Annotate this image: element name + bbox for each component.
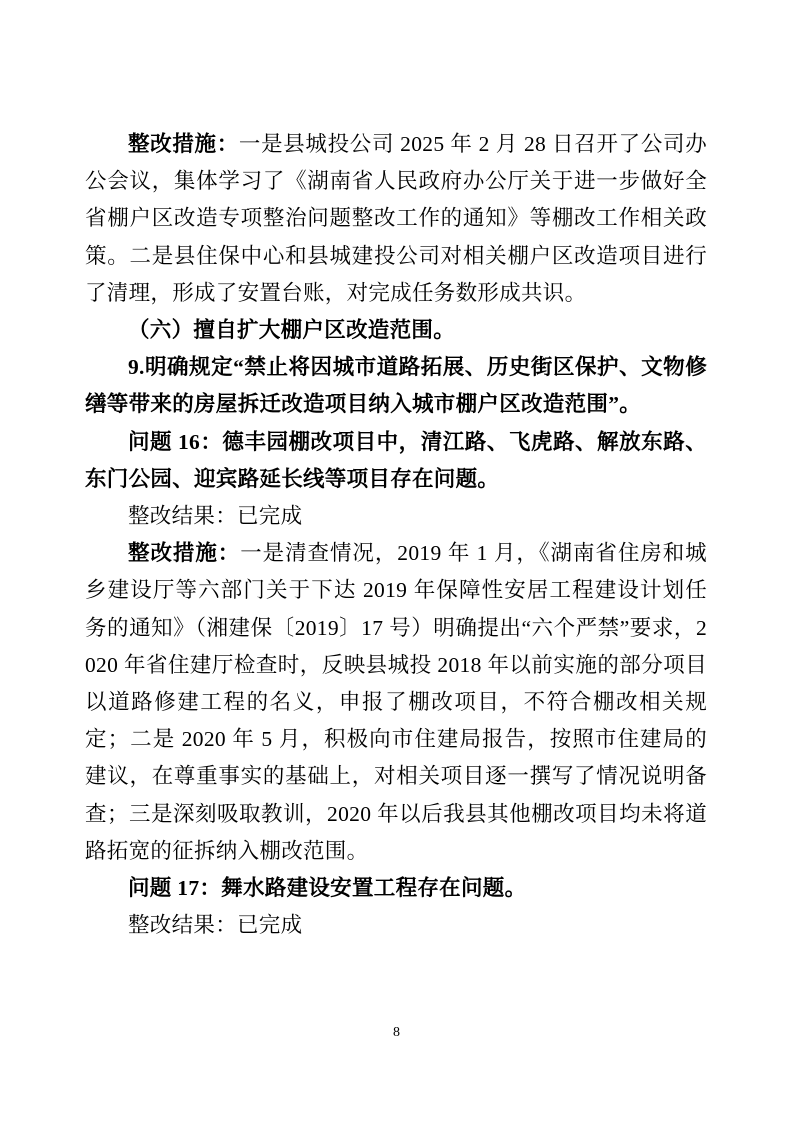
problem-17-heading: 问题 17：舞水路建设安置工程存在问题。 xyxy=(128,876,527,901)
measures-body-text: 一是县城投公司 2025 年 2 月 28 日召开了公司办公会议，集体学习了《湖南省人民政府办公厅关于进一步做好全省棚户区改造专项整治问题整改工作的通知》等棚改工作相关政策。二是县住保中心和县城建投公司对相关棚户区改造项目进行了清理，形成了安置台账，对完成任务数形成共识。 xyxy=(85,132,707,305)
problem-17-result: 整改结果：已完成 xyxy=(128,913,303,938)
problem-16-result: 整改结果：已完成 xyxy=(128,504,303,529)
section-six-heading: （六）擅自扩大棚户区改造范围。 xyxy=(128,318,456,343)
document-content xyxy=(85,126,707,944)
measures-label: 整改措施： xyxy=(128,541,241,566)
regulation-item-9: 9.明确规定“禁止将因城市道路拓展、历史街区保护、文物修缮等带来的房屋拆迁改造项目纳入城市棚户区改造范围”。 xyxy=(85,355,707,417)
problem-16-heading: 问题 16：德丰园棚改项目中，清江路、飞虎路、解放东路、东门公园、迎宾路延长线等项目存在问题。 xyxy=(85,429,707,491)
measures-label: 整改措施： xyxy=(128,132,239,156)
measures-body-text: 一是清查情况，2019 年 1 月，《湖南省住房和城乡建设厅等六部门关于下达 2019 年保障性安居工程建设计划任务的通知》（湘建保〔2019〕17 号）明确提出“六个严禁”要求，2020 年省住建厅检查时，反映县城投 2018 年以前实施的部分项目以道路修建工程的名义，申报了棚改项目，不符合棚改相关规定；二是 2020 年 5 月，积极向市住建局报告，按照市住建局的建议，在尊重事实的基础上，对相关项目逐一撰写了情况说明备查；三是深刻吸取教训，2020 年以后我县其他棚改项目均未将道路拓宽的征拆纳入棚改范围。 xyxy=(85,541,707,863)
paragraph-measures-problem16 xyxy=(85,535,707,870)
paragraph-measures-problem15 xyxy=(85,126,707,312)
page-number: 8 xyxy=(393,1025,400,1040)
